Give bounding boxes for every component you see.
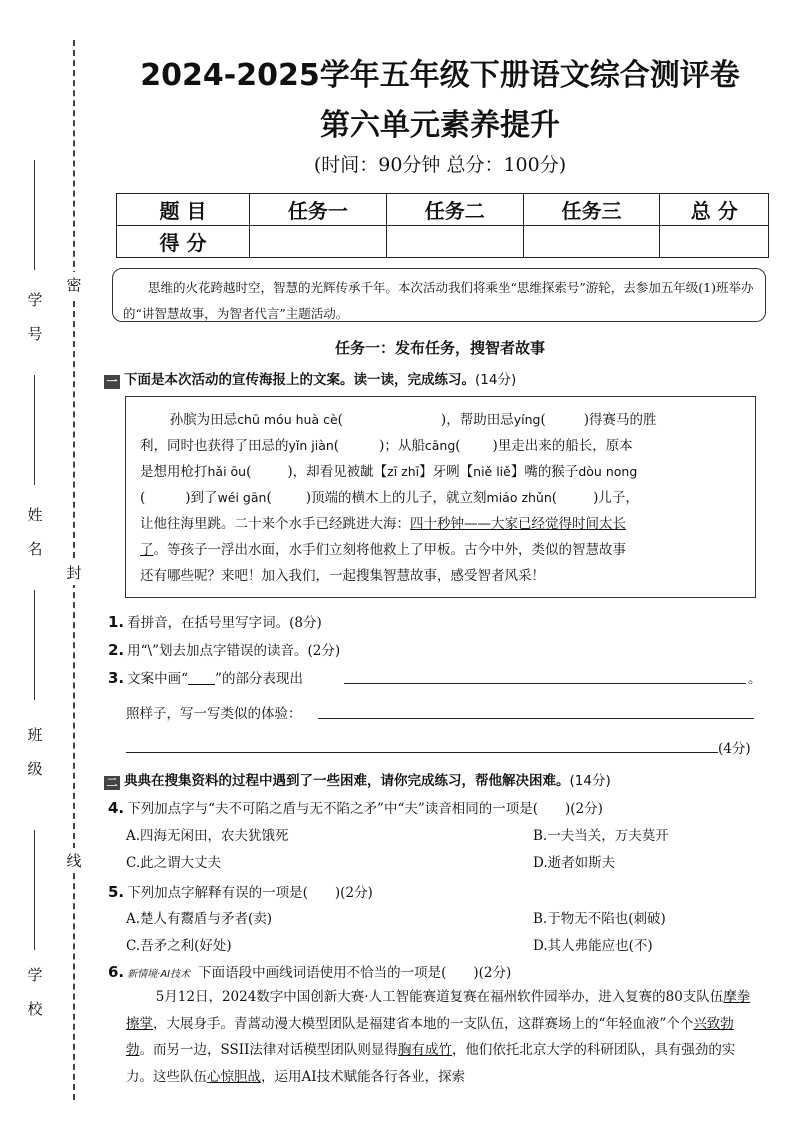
question-6: 6. 新情境·AI技术 下面语段中画线词语使用不恰当的一项是( )(2分)	[108, 963, 512, 981]
school-line[interactable]	[34, 830, 35, 950]
time-info: (时间：90分钟 总分：100分)	[313, 154, 567, 176]
passage-line: 是想用枪打hǎi ōu( )，却看见被龇【zī zhī】牙咧【niě liě】嘴的猴子dòu nong	[140, 464, 638, 480]
score-input-cell[interactable]	[250, 226, 387, 258]
score-header-cell: 任务一	[250, 194, 387, 226]
question-4: 4. 下列加点字与“夫不可陷之盾与无不陷之矛”中“夫”读音相同的一项是( )(2分)	[108, 799, 603, 817]
section2-points: (14分)	[569, 773, 611, 789]
q4-option-a[interactable]: A.四海无闲田，农夫犹饿死	[126, 828, 289, 844]
school-label: 学 校	[27, 966, 43, 1018]
news-passage: 5月12日，2024数字中国创新大赛·人工智能赛道复赛在福州软件园举办，进入复赛的80支队伍摩拳擦掌，大展身手。青蒿动漫大模型团队是福建省本地的一支队伍，这群赛场上的“年轻血液”个个兴致勃勃。而另一边，SSII法律对话模型团队则显得胸有成竹，他们依托北京大学的科研团队，具有强劲的实力。这些队伍心惊胆战，运用AI技术赋能各行各业，探索	[126, 989, 751, 1085]
passage-line: ( )到了wéi gān( )顶端的横木上的儿子，就立刻miáo zhǔn( )儿子，	[140, 490, 639, 506]
passage-line: 利，同时也获得了田忌的yǐn jiàn( )；从船cāng( )里走出来的船长，原本	[140, 438, 633, 454]
underlined-word-4: 心惊胆战	[207, 1068, 261, 1085]
poster-passage	[125, 396, 756, 598]
class-label: 班 级	[27, 726, 43, 778]
seal-char-xian: 线	[66, 848, 82, 873]
q6-tag: 新情境·AI技术	[127, 969, 191, 980]
underlined-phrase: 了	[140, 542, 154, 558]
underlined-word-3: 胸有成竹	[397, 1042, 452, 1058]
task1-title: 任务一：发布任务，搜智者故事	[334, 339, 545, 357]
student-id-line[interactable]	[34, 160, 35, 270]
intro-box: 思维的火花跨越时空，智慧的光辉传承千年。本次活动我们将乘坐“思维探索号”游轮，去参加五年级(1)班举办的“讲智慧故事，为智者代言”主题活动。	[112, 268, 766, 322]
q3-points: (4分)	[718, 741, 751, 757]
score-header-cell: 总 分	[660, 194, 769, 226]
section2-heading	[104, 769, 611, 790]
seal-char-mi: 密	[66, 272, 82, 297]
question-2: 2. 用“\”划去加点字错误的读音。(2分)	[108, 641, 341, 659]
q4-option-c[interactable]: C.此之谓大丈夫	[126, 855, 222, 871]
passage-line: 让他往海里跳。二十来个水手已经跳进大海：四十秒钟——大家已经觉得时间太长	[140, 516, 626, 532]
answer-line-q3b[interactable]	[318, 718, 754, 719]
score-header-cell: 任务二	[386, 194, 523, 226]
section1-text: 下面是本次活动的宣传海报上的文案。读一读，完成练习。	[124, 372, 475, 388]
section1-points: (14分)	[475, 372, 517, 388]
section2-text: 典典在搜集资料的过程中遇到了一些困难，请你完成练习，帮他解决困难。	[124, 773, 570, 789]
q4-option-b[interactable]: B.一夫当关，万夫莫开	[533, 828, 669, 844]
q5-option-d[interactable]: D.其人弗能应也(不)	[533, 938, 653, 954]
underlined-word-1: 摩拳擦掌	[126, 989, 751, 1032]
question-5: 5. 下列加点字解释有误的一项是( )(2分)	[108, 883, 373, 901]
answer-line-q3[interactable]	[344, 683, 746, 684]
class-line[interactable]	[34, 590, 35, 700]
score-header-cell: 题 目	[117, 194, 250, 226]
q5-option-b[interactable]: B.于物无不陷也(刺破)	[533, 911, 666, 927]
q4-option-d[interactable]: D.逝者如斯夫	[533, 855, 616, 871]
passage-line: 孙膑为田忌chū móu huà cè( )，帮助田忌yíng( )得赛马的胜	[169, 412, 657, 428]
score-table	[116, 193, 769, 258]
passage-line: 还有哪些呢？来吧！加入我们，一起搜集智慧故事，感受智者风采！	[140, 568, 545, 584]
score-row-label: 得 分	[117, 226, 250, 258]
section-number-badge: 二	[104, 776, 120, 790]
underlined-word-2: 兴致勃勃	[126, 1015, 734, 1058]
q5-option-c[interactable]: C.吾矛之利(好处)	[126, 938, 232, 954]
section1-heading	[104, 368, 516, 389]
seal-char-feng: 封	[66, 560, 82, 585]
answer-line-q3c[interactable]	[126, 752, 718, 753]
name-label: 姓 名	[27, 506, 43, 558]
score-input-cell[interactable]	[660, 226, 769, 258]
section-number-badge: 一	[104, 375, 120, 389]
question-1: 1. 看拼音，在括号里写字词。(8分)	[108, 613, 322, 631]
name-line[interactable]	[34, 375, 35, 485]
score-input-cell[interactable]	[386, 226, 523, 258]
q5-option-a[interactable]: A.楚人有鬻盾与矛者(卖)	[126, 911, 273, 927]
page-title: 2024-2025学年五年级下册语文综合测评卷	[140, 58, 740, 93]
score-input-cell[interactable]	[523, 226, 660, 258]
underlined-phrase: 四十秒钟——大家已经觉得时间太长	[410, 516, 626, 532]
q3-end-mark: 。	[748, 671, 762, 687]
student-id-label: 学 号	[27, 291, 43, 343]
question-3: 3. 文案中画“ ”的部分表现出	[108, 669, 303, 687]
page-subtitle: 第六单元素养提升	[320, 108, 560, 143]
passage-line: 了。等孩子一浮出水面，水手们立刻将他救上了甲板。古今中外，类似的智慧故事	[140, 542, 626, 558]
q3-example-prompt: 照样子，写一写类似的体验：	[126, 706, 302, 722]
score-header-cell: 任务三	[523, 194, 660, 226]
